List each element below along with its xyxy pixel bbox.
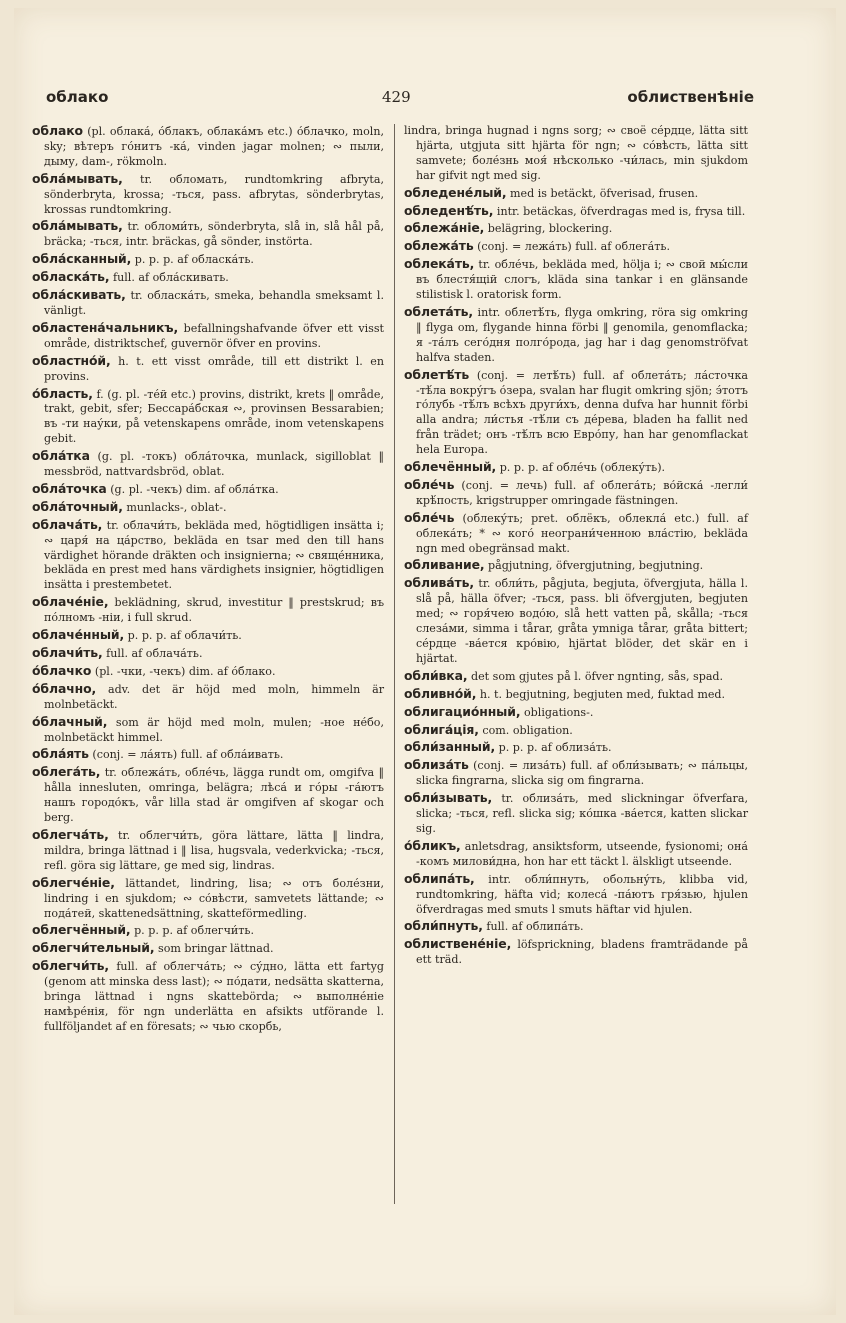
entry-definition: tr. обле́чь, bekläda med, hölja i; ∾ свой мы́сли въ блестя́щій слогъ, kläda sina tankar i en glänsande stilistisk l. oratorisk form. [416,258,748,302]
dictionary-entry [404,872,748,918]
entry-definition: com. obligation. [482,723,573,737]
header-last-word: облиственѣніе [627,88,754,106]
entry-headword: облаче́ніе, [32,594,109,610]
dictionary-entry [32,172,384,218]
entry-definition: (conj. = лиза́ть) full. af обли́зывать; ∾ па́льцы, slicka fingrarna, slicka sig om fingrarna. [416,759,748,788]
dictionary-entry [32,664,384,680]
entry-headword: о́блачко [32,662,92,678]
entry-definition: tr. облиза́ть, med slickningar öfverfara, slicka; -ться, refl. slicka sig; ко́шка -ва́ется, katten slickar sig. [416,792,748,835]
dictionary-entry [404,937,748,968]
dictionary-entry [404,257,748,303]
entry-definition: (conj. = лечь) full. af облега́ть; во́йска́ -легли́ крѣ́пость, krigstrupper omringade fästningen. [416,478,748,507]
dictionary-entry [32,923,384,939]
entry-headword: облига́ція, [404,721,479,737]
entry-definition: anletsdrag, ansiktsform, utseende, fysionomi; она́ -комъ милови́дна, hon har ett täckt l. älskligt utseende. [416,839,748,868]
dictionary-entry [404,791,748,837]
entry-definition: (conj. = летѣ́ть) full. af облета́ть; ла́сточка -тѣ́ла вокру́гъ о́зера, svalan har flugit omkring sjön; э́тотъ го́лубь -тѣ́лъ всѣхъ други́хъ, denna dufva har hunnit förbi alla andra; ли́стья -тѣ́ли съ де́рева, bladen ha fallit ned från trädet; онъ -тѣ́лъ всю Евро́пу, han har genomflackat hela Europa. [416,368,748,457]
entry-headword: облегче́ніе, [32,874,115,890]
entry-definition: lindra, bringa hugnad i ngns sorg; ∾ своё се́рдце, lätta sitt hjärta, utgjuta sitt hjärta för ngn; ∾ со́вѣсть, lätta sitt samvete; боле́знь моя́ нѣсколько -чи́лась, min sjukdom har gifvit ngt med sig. [404,124,748,182]
entry-definition: obligations-. [523,705,594,719]
dictionary-entry [32,715,384,746]
dictionary-entry [32,959,384,1035]
entry-headword: обле́чь [404,509,455,525]
dictionary-entry [32,124,384,170]
entry-definition: munlacks-, oblat-. [126,500,227,514]
dictionary-entry [32,765,384,826]
entry-headword: обла́сканный, [32,251,132,267]
entry-definition: p. p. p. af облегчи́ть. [134,924,255,938]
dictionary-entry [32,387,384,448]
entry-headword: областена́чальникъ, [32,319,179,335]
dictionary-entry [32,449,384,480]
dictionary-entry [32,270,384,286]
entry-definition: intr. обли́пнуть, обольну́ть, klibba vid, rundtomkring, häfta vid; колеса́ -па́ютъ гря́зью, hjulen öfverdragas med smuts l smuts häftar vid hjulen. [416,872,749,916]
entry-definition: (pl. облака́, о́блакъ, облака́мъ etc.) о́блачко, moln, sky; вѣтеръ го́нитъ -ка́, vinden jagar molnen; ∾ пыли, дыму, dam-, rökmoln. [44,125,384,168]
entry-headword: облетѣ́ть [404,366,470,382]
entry-headword: обливно́й, [404,685,477,701]
dictionary-entry [32,628,384,644]
dictionary-entry [32,482,384,498]
dictionary-entry [404,478,748,509]
entry-definition: f. (g. pl. -те́й etc.) provins, distrikt, krets ‖ område, trakt, gebit, sfer; Бессара́бская ∾, provinsen Bessarabien; въ -ти нау́ки, på vetenskapens område, inom vetenskapens gebit. [44,387,384,446]
entry-definition: tr. обласка́ть, smeka, behandla smeksamt l. vänligt. [44,289,384,317]
entry-definition: (conj. = ла́ять) full. af обла́ивать. [92,748,284,762]
entry-definition: pågjutning, öfvergjutning, begjutning. [488,559,704,573]
entry-definition: som är höjd med moln, mulen; -ное не́бо, molnbetäckt himmel. [44,715,384,744]
dictionary-entry [404,558,748,574]
entry-headword: обле́чь [404,476,455,492]
entry-definition: tr. обломи́ть, sönderbryta, slå in, slå hål på, bräcka; -ться, intr. bräckas, gå sönder, instörta. [44,220,384,249]
entry-headword: обла́скивать, [32,287,126,303]
entry-definition: intr. облетѣ́ть, flyga omkring, röra sig omkring ‖ flyga om, flygande hinna förbi ‖ genomila, genomflacka; я -та́лъ сего́дня полго́рода, jag har i dag genomströfvat halfva staden. [416,305,749,364]
dictionary-entry [404,705,748,721]
dictionary-entry [404,669,748,685]
entry-headword: облегчённый, [32,922,131,938]
entry-definition: p. p. p. af обле́чь (облеку́ть). [499,461,666,475]
dictionary-entry [32,500,384,516]
entry-headword: обласка́ть, [32,269,110,285]
entry-definition: det som gjutes på l. öfver ngnting, sås, spad. [470,669,724,683]
entry-headword: облегчи́тельный, [32,940,155,956]
entry-definition: h. t. ett visst område, till ett distrikt l. en provins. [44,354,384,383]
right-column [404,124,748,970]
entry-definition: tr. обломать, rundtomkring afbryta, sönderbryta, krossa; -ться, pass. afbrytas, sönderbrytas, krossas rundtomkring. [44,172,384,216]
entry-definition: beklädning, skrud, investitur ‖ prestskrud; въ по́лномъ -ніи, i full skrud. [44,596,385,625]
entry-definition: h. t. begjutning, begjuten med, fuktad med. [479,687,726,701]
entry-definition: med is betäckt, öfverisad, frusen. [510,186,699,200]
entry-headword: обливание, [404,557,485,573]
entry-headword: облека́ть, [404,256,475,272]
dictionary-entry [32,747,384,763]
dictionary-entry [404,919,748,935]
entry-headword: облива́ть, [404,575,474,591]
entry-definition: full. af облача́ть. [106,647,203,660]
entry-headword: обледенѣ́ть, [404,202,494,218]
entry-definition: tr. облачи́ть, bekläda med, högtidligen insätta i; ∾ царя́ на ца́рство, bekläda en tsar med den till hans värdighet hörande dräkten och insignierna; ∾ свяще́нника, bekläda en prest med hans värdighets insignier, högtidligen insätta i prestembetet. [44,518,384,592]
dictionary-entry [32,595,384,626]
column-divider [394,124,395,1204]
entry-definition: intr. betäckas, öfverdragas med is, frysa till. [496,204,746,218]
entry-headword: областно́й, [32,352,111,368]
entry-definition: (g. pl. -чекъ) dim. af обла́тка. [110,482,279,496]
entry-headword: облегчи́ть, [32,958,110,974]
dictionary-entry [404,124,748,184]
entry-headword: облаче́нный, [32,627,125,643]
entry-headword: о́блачно, [32,680,97,696]
entry-headword: облегча́ть, [32,826,109,842]
dictionary-entry [32,646,384,662]
entry-headword: обледене́лый, [404,184,507,200]
entry-definition: befallningshafvande öfver ett visst område, distriktschef, guvernör öfver en provins. [44,321,384,350]
entry-definition: (облеку́ть; pret. облёкъ, облекла́ etc.) full. af облека́ть; * ∾ кого́ неограни́ченною вла́стію, bekläda ngn med obegränsad makt. [416,511,749,555]
entry-headword: обла́ять [32,746,89,762]
left-column [32,124,384,1037]
entry-headword: обла́тка [32,448,90,464]
entry-headword: облиза́ть [404,757,469,773]
entry-headword: обла́мывать, [32,218,123,234]
dictionary-entry [404,758,748,789]
entry-headword: облежа́ть [404,238,474,254]
dictionary-entry [32,219,384,250]
entry-definition: tr. облежа́ть, обле́чь, lägga rundt om, omgifva ‖ hålla innesluten, omringa, belägra; лѣса́ и го́ры -га́ютъ нашъ городо́къ, vår lilla stad är omgifven af skogar och berg. [44,766,385,825]
entry-headword: о́бликъ, [404,837,461,853]
entry-definition: löfsprickning, bladens framträdande på ett träd. [416,938,748,967]
entry-definition: (g. pl. -токъ) обла́точка, munlack, sigilloblat ‖ messbröd, nattvardsbröd, oblat. [44,450,384,479]
entry-headword: обли́пнуть, [404,918,483,934]
dictionary-entry [404,204,748,220]
entry-headword: облега́ть, [32,764,101,780]
dictionary-entry [404,239,748,255]
dictionary-entry [404,839,748,870]
dictionary-entry [32,252,384,268]
dictionary-entry [404,186,748,202]
dictionary-entry [404,368,748,458]
entry-definition: adv. det är höjd med moln, himmeln är molnbetäckt. [44,682,385,711]
entry-headword: облипа́ть, [404,870,475,886]
entry-headword: облиствене́ніе, [404,936,512,952]
entry-headword: облежа́ніе, [404,220,485,236]
entry-headword: облигацио́нный, [404,703,521,719]
dictionary-entry [404,740,748,756]
dictionary-entry [32,682,384,713]
dictionary-entry [32,941,384,957]
entry-headword: о́бласть, [32,385,93,401]
dictionary-entry [404,305,748,366]
dictionary-entry [32,288,384,319]
entry-definition: tr. обли́ть, pågjuta, begjuta, öfvergjuta, hälla l. slå på, hälla öfver; -ться, pass. bli öfvergjuten, begjuten med; ∾ горя́чею водо́ю, slå hett vatten på, skålla; -ться слеза́ми, simma i tårar, gråta ymniga tårar, gråta bittert; се́рдце -ва́ется кро́вію, hjärtat blöder, det skär en i hjärtat. [416,577,748,665]
header-first-word: облако [46,88,109,106]
entry-definition: lättandet, lindring, lisa; ∾ отъ боле́зни, lindring i en sjukdom; ∾ со́вѣсти, samvetets lättande; ∾ пода́тей, skattenedsättning, skatteförmedling. [44,876,385,920]
entry-definition: som bringar lättnad. [158,942,274,956]
entry-headword: обли́вка, [404,667,468,683]
entry-definition: tr. облегчи́ть, göra lättare, lätta ‖ lindra, mildra, bringa lättnad i ‖ lisa, hugsvala, vederkvicka; -ться, refl. göra sig lättare, ge med sig, lindras. [44,828,384,872]
entry-definition: belägring, blockering. [487,222,613,236]
entry-headword: облако [32,123,83,138]
page-header [46,88,754,110]
entry-definition: (pl. -чки, -чекъ) dim. af о́блако. [94,664,276,678]
entry-definition: p. p. p. af облачи́ть. [127,629,242,643]
dictionary-entry [32,828,384,874]
entry-headword: о́блачный, [32,713,108,729]
entry-definition: full. af облипа́ть. [486,920,584,934]
dictionary-entry [404,687,748,703]
entry-headword: обли́занный, [404,739,496,755]
dictionary-entry [404,221,748,237]
entry-definition: full. af облегча́ть; ∾ су́дно, lätta ett fartyg (genom att minska dess last); ∾ по́дати, nedsätta skatterna, bringa lättnad i ngns skattebörda; ∾ выполне́ніе намѣре́нія, för ngn underlätta en afsikts utförande l. fullföljandet af en föresats; ∾ чью скорбь, [44,960,384,1033]
entry-definition: p. p. p. af облиза́ть. [498,741,612,755]
dictionary-entry [32,518,384,594]
entry-headword: облета́ть, [404,303,474,319]
entry-headword: облача́ть, [32,516,103,532]
page-number: 429 [382,88,411,106]
entry-definition: (conj. = лежа́ть) full. af облега́ть. [477,240,670,254]
dictionary-entry [32,876,384,922]
entry-headword: обли́зывать, [404,790,493,806]
dictionary-entry [404,511,748,557]
dictionary-entry [404,460,748,476]
entry-headword: обла́точка [32,480,107,496]
entry-definition: full. af обла́скивать. [112,271,229,285]
entry-headword: обла́точный, [32,498,123,514]
dictionary-entry [404,723,748,739]
entry-headword: облечённый, [404,459,497,475]
entry-definition: p. p. p. af обласка́ть. [134,253,254,267]
dictionary-entry [32,321,384,352]
dictionary-entry [32,354,384,385]
entry-headword: обла́мывать, [32,170,123,186]
entry-headword: облачи́ть, [32,645,103,660]
dictionary-entry [404,576,748,666]
